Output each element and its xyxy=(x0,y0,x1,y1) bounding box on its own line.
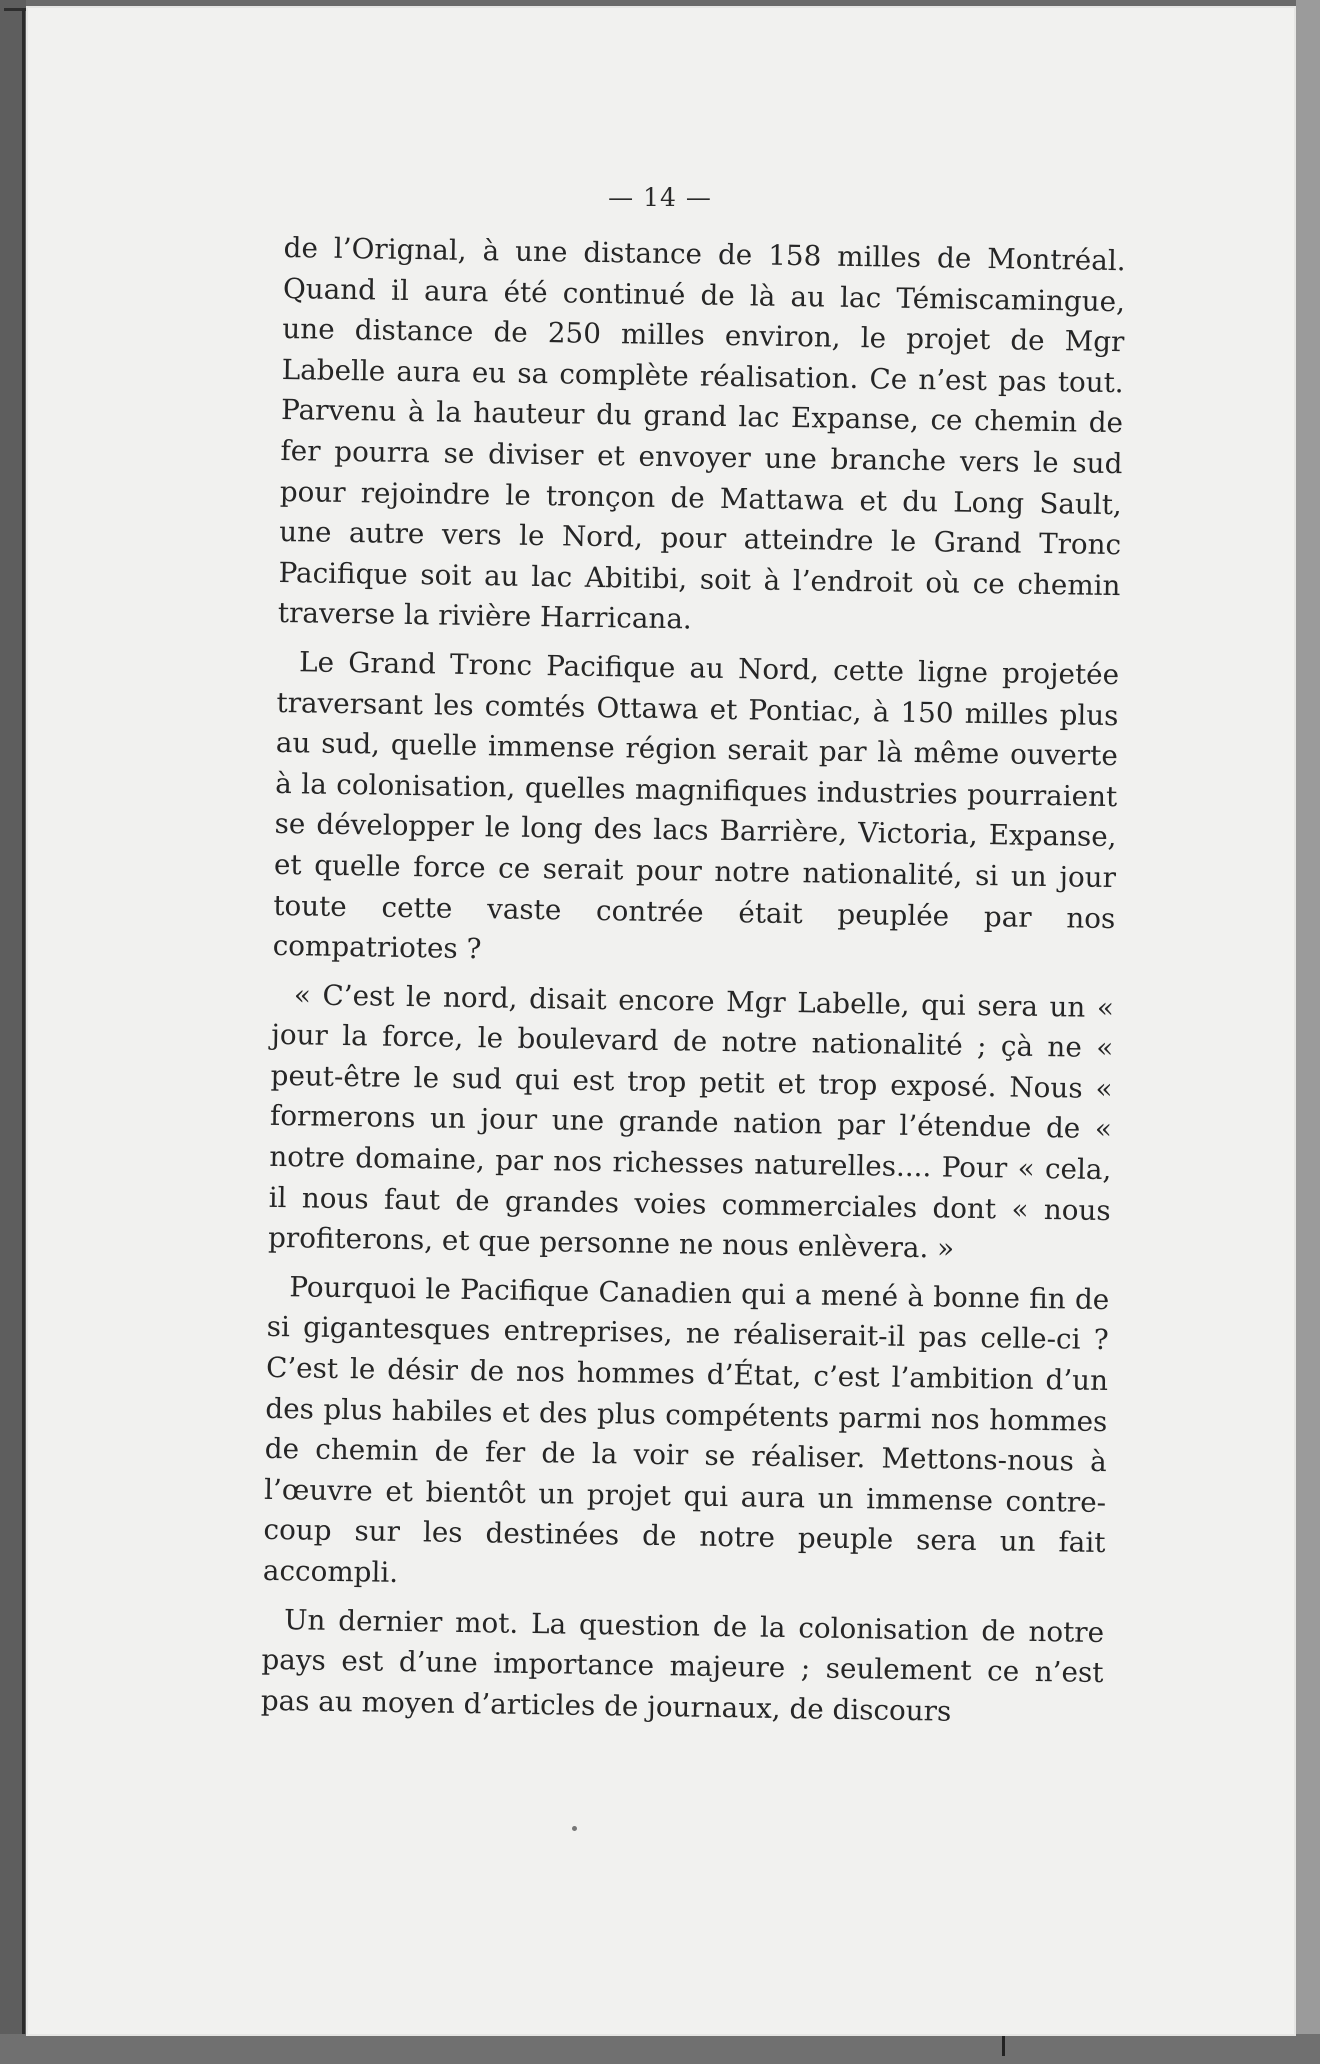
scan-border-bottom xyxy=(0,2034,1320,2064)
scan-mark xyxy=(1002,2036,1005,2056)
ink-speck xyxy=(572,1826,577,1831)
body-text xyxy=(260,228,1125,1742)
paragraph: de l’Orignal, à une distance de 158 milles de Montréal. Quand il aura été continué de là au lac Témiscamingue, une distance de 250 milles environ, le projet de Mgr Labelle aura eu sa complète réalisation. Ce n’est pas tout. Parvenu à la hauteur du grand lac Expanse, ce chemin de fer pourra se diviser et envoyer une branche vers le sud pour rejoindre le tronçon de Mattawa et du Long Sault, une autre vers le Nord, pour atteindre le Grand Tronc Pacifique soit au lac Abitibi, soit à l’endroit où ce chemin traverse la rivière Harricana. xyxy=(277,230,1126,636)
quotation-paragraph: « C’est le nord, disait encore Mgr Labelle, qui sera un « jour la force, le boulevard de notre nationalité ; çà ne « peut-être le sud qui est trop petit et trop exposé. Nous « formerons un jour une grande nation par l’étendue de « notre domaine, par nos richesses naturelles.... Pour « cela, il nous faut de grandes voies commerciales dont « nous profiterons, et que personne ne nous enlèvera. » xyxy=(267,977,1115,1265)
paragraph: Le Grand Tronc Pacifique au Nord, cette ligne projetée traversant les comtés Ottawa et Pontiac, à 150 milles plus au sud, quelle immense région serait par là même ouverte à la colonisation, quelles magnifiques industries pourraient se développer le long des lacs Barrière, Victoria, Expanse, et quelle force ce serait pour notre nationalité, si un jour toute cette vaste contrée était peuplée par nos compatriotes ? xyxy=(272,645,1120,966)
scan-border-right xyxy=(1296,0,1320,2064)
scan-edge-line xyxy=(22,8,25,2048)
scan-border-left xyxy=(0,0,26,2064)
page-number: — 14 — xyxy=(608,183,712,212)
paragraph: Un dernier mot. La question de la colonisation de notre pays est d’une importance majeure ; seulement ce n’est pas au moyen d’articles de journaux, de discours xyxy=(260,1602,1105,1728)
paragraph: Pourquoi le Pacifique Canadien qui a mené à bonne fin de si gigantesques entreprises, ne réaliserait-il pas celle-ci ? C’est le désir de nos hommes d’État, c’est l’ambition d’un des plus habiles et des plus compétents parmi nos hommes de chemin de fer de la voir se réaliser. Mettons-nous à l’œuvre et bientôt un projet qui aura un immense contre-coup sur les destinées de notre peuple sera un fait accompli. xyxy=(262,1270,1110,1589)
